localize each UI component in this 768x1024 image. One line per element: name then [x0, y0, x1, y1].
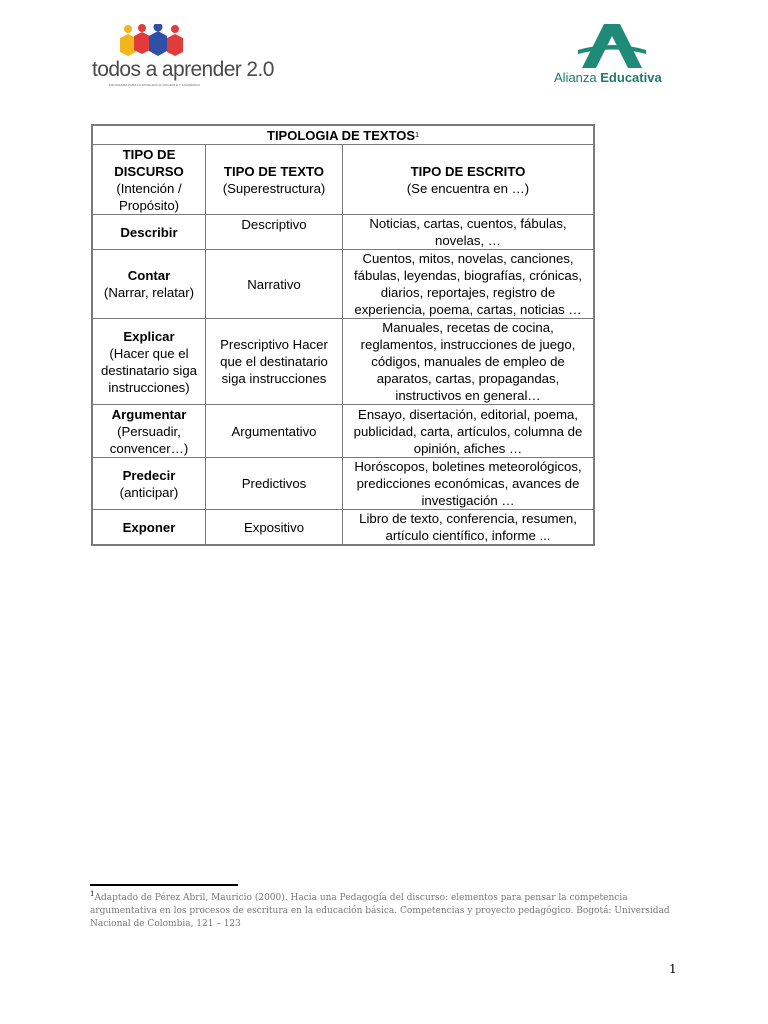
table-row: [92, 319, 594, 405]
cell-escrito: Libro de texto, conferencia, resumen, artículo científico, informe ...: [343, 510, 595, 546]
footnote: [90, 888, 682, 931]
cell-texto: Prescriptivo Hacer que el destinatario siga instrucciones: [206, 319, 343, 405]
cell-discurso: [92, 250, 206, 319]
cell-discurso: [92, 458, 206, 510]
discurso-sub: (anticipar): [119, 484, 179, 500]
header-discurso: [92, 145, 206, 215]
alianza-educativa-logo: [548, 22, 678, 88]
typology-table: [91, 124, 595, 546]
discurso-label: Describir: [120, 224, 178, 240]
cell-texto: Narrativo: [206, 250, 343, 319]
table-row: [92, 510, 594, 546]
right-logo-text: [554, 70, 662, 85]
header-discurso-label: TIPO DE DISCURSO: [114, 146, 184, 179]
right-logo-word2: Educativa: [600, 70, 662, 85]
discurso-label: Exponer: [122, 519, 176, 535]
cell-escrito: Noticias, cartas, cuentos, fábulas, novelas, …: [343, 215, 595, 250]
cell-texto: Predictivos: [206, 458, 343, 510]
letter-a-icon: [576, 22, 648, 68]
cell-escrito: Ensayo, disertación, editorial, poema, publicidad, carta, artículos, columna de opinión, afiches …: [343, 405, 595, 458]
cell-texto: Descriptivo: [206, 215, 343, 250]
table-row: [92, 250, 594, 319]
discurso-sub: (Persuadir, convencer…): [109, 423, 189, 456]
cell-escrito: Cuentos, mitos, novelas, canciones, fábulas, leyendas, biografías, crónicas, diarios, reportajes, registro de experiencia, poema, cartas, noticias …: [343, 250, 595, 319]
right-logo-word1: Alianza: [554, 70, 597, 85]
header-discurso-sub: (Intención / Propósito): [116, 180, 182, 213]
discurso-label: Predecir: [122, 467, 176, 483]
page-number: 1: [669, 962, 677, 976]
discurso-label: Contar: [127, 268, 171, 283]
discurso-label: Explicar: [123, 328, 175, 344]
footnote-marker: 1: [90, 890, 95, 898]
discurso-sub: (Narrar, relatar): [103, 285, 195, 300]
footnote-text: Adaptado de Pérez Abril, Mauricio (2000). Hacia una Pedagogía del discurso: elementos para pensar la competencia argumentativa en los procesos de escritura en la educación básica. Competencias y proyecto pedagógico. Bogotá: Universidad Nacional de Colombia, 121 – 123: [90, 893, 670, 929]
cell-escrito: Manuales, recetas de cocina, reglamentos, instrucciones de juego, códigos, manuales de empleo de aparatos, cartas, propagandas, instructivos en general…: [343, 319, 595, 405]
cell-discurso: [92, 510, 206, 546]
cell-texto: Expositivo: [206, 510, 343, 546]
footnote-separator: [90, 884, 238, 886]
header-escrito-label: TIPO DE ESCRITO: [410, 163, 526, 179]
header-escrito: [343, 145, 595, 215]
footnote-ref: 1: [415, 131, 419, 139]
discurso-label: Argumentar: [111, 406, 187, 422]
left-logo-subtext: PROGRAMA PARA LA EXCELENCIA DOCENTE Y ACADÉMICA: [109, 83, 201, 87]
table-title: [92, 125, 594, 145]
todos-a-aprender-logo: [88, 22, 274, 90]
table-title-row: [92, 125, 594, 145]
table-row: [92, 405, 594, 458]
cell-discurso: [92, 319, 206, 405]
table-row: [92, 458, 594, 510]
table-header-row: [92, 145, 594, 215]
cell-escrito: Horóscopos, boletines meteorológicos, predicciones económicas, avances de investigación …: [343, 458, 595, 510]
children-figures-icon: [118, 24, 190, 58]
cell-discurso: [92, 405, 206, 458]
table-title-text: TIPOLOGIA DE TEXTOS: [267, 127, 416, 143]
cell-discurso: [92, 215, 206, 250]
table-row: [92, 215, 594, 250]
left-logo-text: todos a aprender 2.0: [92, 58, 274, 81]
header-texto-sub: (Superestructura): [222, 180, 326, 196]
header-texto: [206, 145, 343, 215]
header-texto-label: TIPO DE TEXTO: [223, 163, 325, 179]
header-escrito-sub: (Se encuentra en …): [406, 180, 530, 196]
cell-texto: Argumentativo: [206, 405, 343, 458]
discurso-sub: (Hacer que el destinatario siga instrucciones): [100, 345, 198, 395]
